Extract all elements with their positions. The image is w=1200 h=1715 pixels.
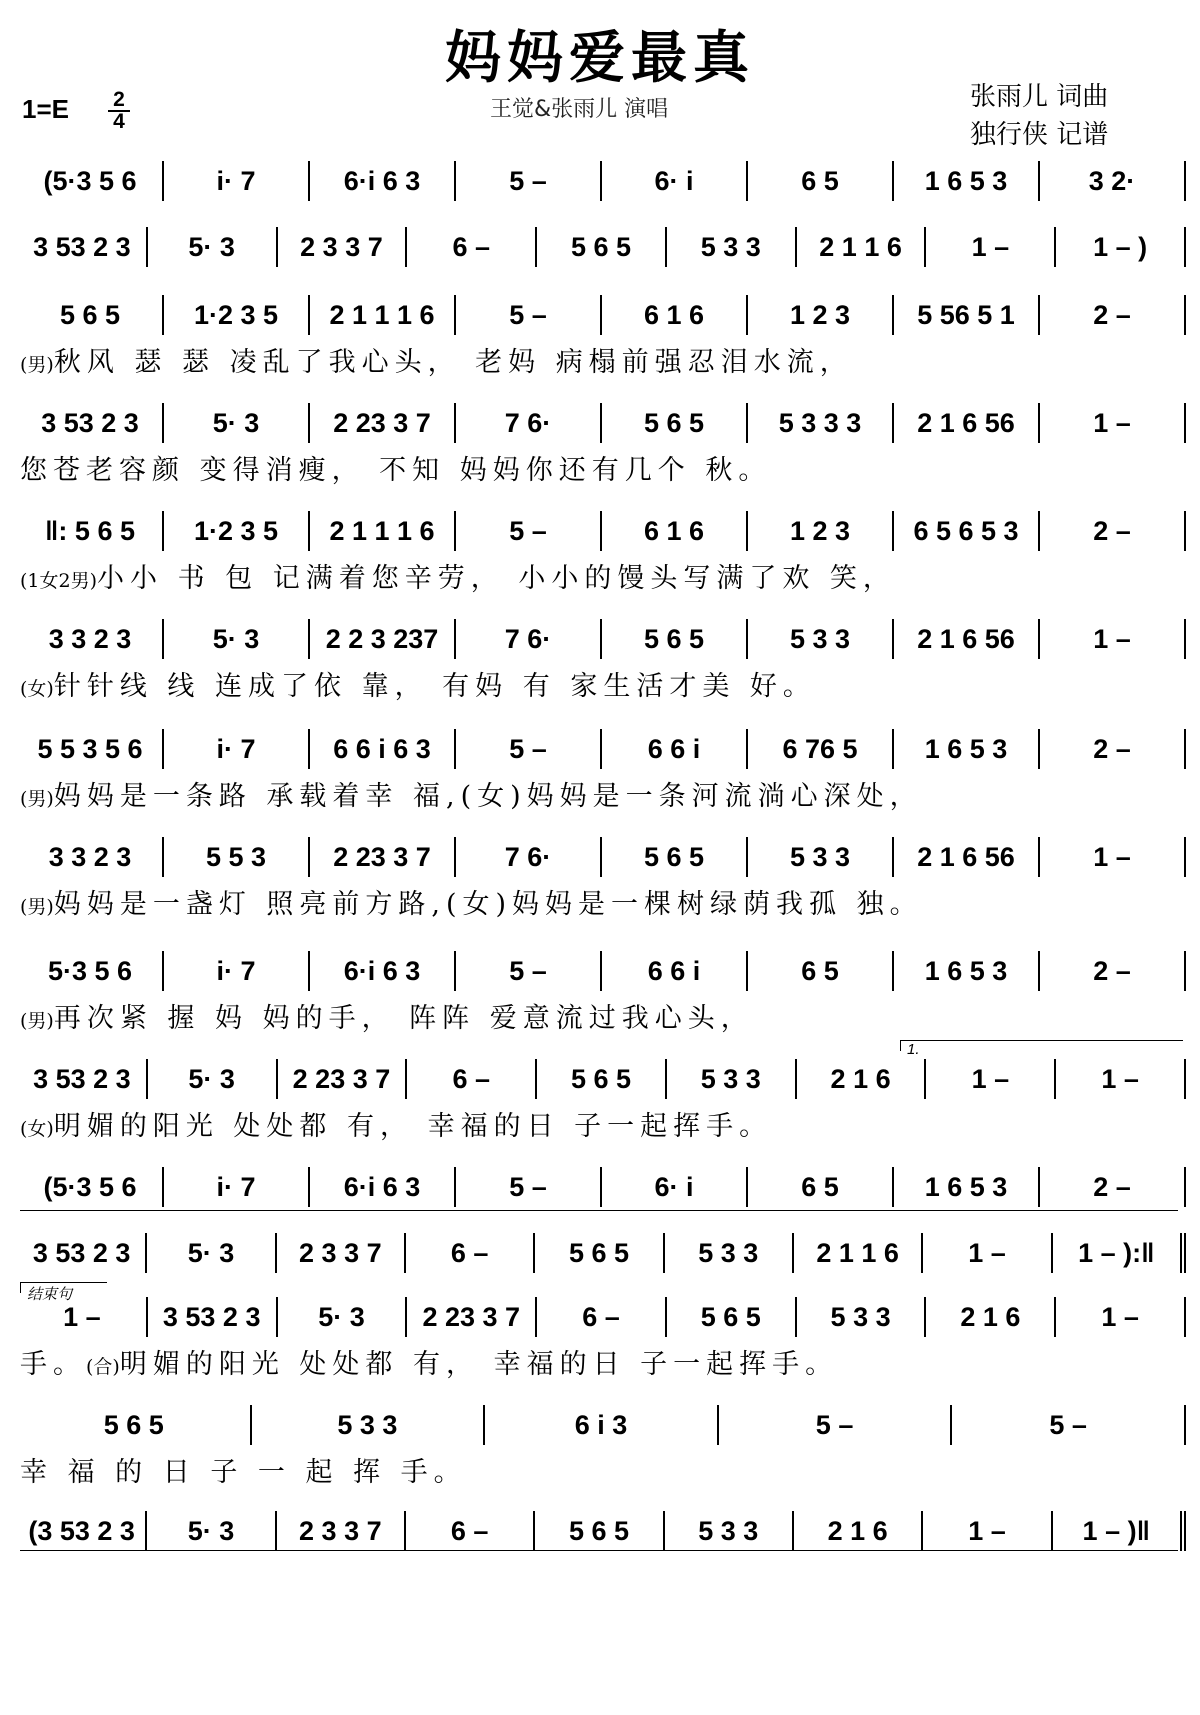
score-row xyxy=(0,294,1200,394)
measure: 5 3 3 xyxy=(667,227,797,267)
measure: 2 – xyxy=(1040,1167,1186,1207)
measure: 5 6 5 xyxy=(18,295,164,335)
measure: 1 – ) xyxy=(1056,227,1186,267)
measure: 1 – xyxy=(1040,403,1186,443)
measure: 6· i xyxy=(602,1167,748,1207)
transcriber-credit: 独行侠 记谱 xyxy=(970,120,1109,150)
measure: 5 – xyxy=(719,1405,953,1445)
measure: 5 – xyxy=(456,161,602,201)
volta-bracket: 1. xyxy=(900,1040,1183,1051)
volta-bracket: 结束句 xyxy=(20,1282,107,1293)
score-row xyxy=(0,1041,1200,1158)
voice-part-label: (男) xyxy=(20,788,54,810)
measure: 7 6· xyxy=(456,403,602,443)
measure: 1 6 5 3 xyxy=(894,161,1040,201)
measure: 5·3 5 6 xyxy=(18,951,164,991)
voice-part-label: (女) xyxy=(20,1118,54,1140)
measure: 5 – xyxy=(952,1405,1186,1445)
measure: 1 – xyxy=(926,1059,1056,1099)
measure: 2 3 3 7 xyxy=(277,1233,406,1273)
measure: 6 6 i 6 3 xyxy=(310,729,456,769)
measure: 5 5 3 xyxy=(164,837,310,877)
measure: 6 6 i xyxy=(602,951,748,991)
notation-line xyxy=(18,402,1186,444)
measure: 5· 3 xyxy=(148,1059,278,1099)
measure: 3 53 2 3 xyxy=(148,1297,278,1337)
measure: 5 – xyxy=(456,729,602,769)
measure: 2 1 6 56 xyxy=(894,403,1040,443)
measure: 3 3 2 3 xyxy=(18,837,164,877)
measure: 5· 3 xyxy=(164,619,310,659)
score-row xyxy=(0,1286,1200,1396)
measure: 6 5 6 5 3 xyxy=(894,511,1040,551)
measure: 5 5 3 5 6 xyxy=(18,729,164,769)
measure: 7 6· xyxy=(456,619,602,659)
time-signature xyxy=(108,90,130,132)
lyrics-line xyxy=(20,556,1180,594)
time-signature-top: 2 xyxy=(108,90,130,112)
lyrics-text: 秋风 瑟 瑟 凌乱了我心头， 老妈 病榻前强忍泪水流， xyxy=(53,347,853,378)
measure: i· 7 xyxy=(164,161,310,201)
score-row xyxy=(0,836,1200,936)
score-row xyxy=(0,728,1200,828)
measure: 5 3 3 xyxy=(748,837,894,877)
measure: 3 53 2 3 xyxy=(18,227,148,267)
section-rule xyxy=(20,1210,1178,1211)
measure: 5 – xyxy=(456,951,602,991)
score-title: 妈妈爱最真 xyxy=(445,25,755,91)
measure: 2 2 3 237 xyxy=(310,619,456,659)
notation-line xyxy=(18,836,1186,878)
measure: 2 1 1 1 6 xyxy=(310,511,456,551)
measure: 2 – xyxy=(1040,729,1186,769)
measure: 5· 3 xyxy=(148,227,278,267)
score-row xyxy=(0,1510,1200,1610)
measure: 2 23 3 7 xyxy=(310,837,456,877)
measure: 2 1 1 1 6 xyxy=(310,295,456,335)
measure: 3 53 2 3 xyxy=(18,403,164,443)
measure: 2 23 3 7 xyxy=(407,1297,537,1337)
lyrics-line xyxy=(20,1450,1180,1488)
measure: 5 6 5 xyxy=(602,837,748,877)
voice-part-label: (女) xyxy=(20,678,54,700)
measure: 1 – xyxy=(1040,619,1186,659)
measure: (3 53 2 3 xyxy=(18,1511,147,1551)
measure: 1 – )‖ xyxy=(1053,1511,1186,1551)
measure: 5 6 5 xyxy=(18,1405,252,1445)
measure: i· 7 xyxy=(164,1167,310,1207)
notation-line xyxy=(18,1166,1186,1208)
lyrics-line xyxy=(20,996,1180,1034)
measure: 6·i 6 3 xyxy=(310,161,456,201)
measure: 5 3 3 xyxy=(667,1059,797,1099)
lyrics-line xyxy=(20,448,1180,486)
measure: 2 1 6 xyxy=(794,1511,923,1551)
lyrics-prefix: 手。 xyxy=(20,1349,86,1380)
score-row xyxy=(0,1404,1200,1504)
measure: 1 2 3 xyxy=(748,511,894,551)
measure: 5 – xyxy=(456,1167,602,1207)
lyrics-line xyxy=(20,664,1180,702)
measure: 2 23 3 7 xyxy=(310,403,456,443)
measure: 5 6 5 xyxy=(537,1059,667,1099)
notation-line xyxy=(18,294,1186,336)
measure: 7 6· xyxy=(456,837,602,877)
performer-credit: 王觉&张雨儿 演唱 xyxy=(490,97,669,122)
measure: 2 1 6 xyxy=(797,1059,927,1099)
lyrics-line xyxy=(20,1104,1180,1142)
notation-line xyxy=(18,1510,1186,1552)
measure: 6 6 i xyxy=(602,729,748,769)
measure: 6 i 3 xyxy=(485,1405,719,1445)
measure: 5 3 3 xyxy=(797,1297,927,1337)
measure: 2 1 6 xyxy=(926,1297,1056,1337)
measure: 1 – xyxy=(1056,1059,1186,1099)
lyrics-text: 小小 书 包 记满着您辛劳， 小小的馒头写满了欢 笑， xyxy=(97,563,896,594)
measure: 5 6 5 xyxy=(602,403,748,443)
lyrics-line xyxy=(20,1342,1180,1380)
measure: (5·3 5 6 xyxy=(18,161,164,201)
measure: 2 3 3 7 xyxy=(277,1511,406,1551)
score-row xyxy=(0,402,1200,502)
measure: 1 6 5 3 xyxy=(894,729,1040,769)
measure: 1 – xyxy=(1056,1297,1186,1337)
measure: 5 3 3 xyxy=(252,1405,486,1445)
lyrics-text: 明媚的阳光 处处都 有， 幸福的日 子一起挥手。 xyxy=(53,1111,773,1142)
measure: 6 – xyxy=(407,1059,537,1099)
notation-line xyxy=(18,160,1186,202)
measure: 6 1 6 xyxy=(602,511,748,551)
measure: 5 – xyxy=(456,511,602,551)
voice-part-label: (合) xyxy=(86,1356,120,1378)
measure: 1 – xyxy=(18,1297,148,1337)
measure: 2 1 6 56 xyxy=(894,837,1040,877)
measure: 6 – xyxy=(406,1511,535,1551)
measure: 6 76 5 xyxy=(748,729,894,769)
measure: 5 3 3 xyxy=(665,1233,794,1273)
measure: 6·i 6 3 xyxy=(310,951,456,991)
lyrics-text: 妈妈是一盏灯 照亮前方路,(女)妈妈是一棵树绿荫我孤 独。 xyxy=(53,889,923,920)
measure: 1 6 5 3 xyxy=(894,951,1040,991)
measure: 2 3 3 7 xyxy=(278,227,408,267)
measure: 1·2 3 5 xyxy=(164,511,310,551)
measure: 5 3 3 xyxy=(748,619,894,659)
measure: (5·3 5 6 xyxy=(18,1167,164,1207)
lyrics-music-credit: 张雨儿 词曲 xyxy=(970,82,1109,112)
measure: 5· 3 xyxy=(147,1233,276,1273)
time-signature-bottom: 4 xyxy=(113,110,125,133)
measure: 1 6 5 3 xyxy=(894,1167,1040,1207)
lyrics-text: 再次紧 握 妈 妈的手， 阵阵 爱意流过我心头， xyxy=(53,1003,754,1034)
measure: 6 5 xyxy=(748,1167,894,1207)
measure: 6·i 6 3 xyxy=(310,1167,456,1207)
measure: i· 7 xyxy=(164,729,310,769)
measure: 5· 3 xyxy=(278,1297,408,1337)
measure: 2 – xyxy=(1040,511,1186,551)
voice-part-label: (1女2男) xyxy=(20,570,98,592)
notation-line xyxy=(18,226,1186,268)
lyrics-line xyxy=(20,774,1180,812)
measure: 6 5 xyxy=(748,161,894,201)
measure: 1 – xyxy=(926,227,1056,267)
measure: 3 53 2 3 xyxy=(18,1233,147,1273)
measure: 2 – xyxy=(1040,295,1186,335)
lyrics-line xyxy=(20,340,1180,378)
measure: 6· i xyxy=(602,161,748,201)
measure: i· 7 xyxy=(164,951,310,991)
notation-line xyxy=(18,1404,1186,1446)
measure: 5 6 5 xyxy=(537,227,667,267)
measure: 1 2 3 xyxy=(748,295,894,335)
measure: 3 2· xyxy=(1040,161,1186,201)
lyrics-text: 针针线 线 连成了依 靠， 有妈 有 家生活才美 好。 xyxy=(53,671,816,702)
measure: 6 1 6 xyxy=(602,295,748,335)
measure: 5 6 5 xyxy=(535,1233,664,1273)
measure: 1 – xyxy=(923,1233,1052,1273)
measure: 1 – xyxy=(1040,837,1186,877)
score-row xyxy=(0,950,1200,1050)
measure: 6 – xyxy=(537,1297,667,1337)
measure: 5 6 5 xyxy=(535,1511,664,1551)
measure: 5 3 3 3 xyxy=(748,403,894,443)
measure: 5 6 5 xyxy=(602,619,748,659)
voice-part-label: (男) xyxy=(20,896,54,918)
notation-line xyxy=(18,728,1186,770)
measure: 5 56 5 1 xyxy=(894,295,1040,335)
measure: 2 1 1 6 xyxy=(794,1233,923,1273)
measure: 1 – xyxy=(923,1511,1052,1551)
measure: 5 – xyxy=(456,295,602,335)
measure: 6 – xyxy=(406,1233,535,1273)
notation-line xyxy=(18,618,1186,660)
measure: 2 – xyxy=(1040,951,1186,991)
measure: 1 – ):‖ xyxy=(1053,1233,1186,1273)
measure: 6 5 xyxy=(748,951,894,991)
measure: 6 – xyxy=(407,227,537,267)
measure: 3 53 2 3 xyxy=(18,1059,148,1099)
measure: 1·2 3 5 xyxy=(164,295,310,335)
measure: 3 3 2 3 xyxy=(18,619,164,659)
measure: ‖: 5 6 5 xyxy=(18,511,164,551)
voice-part-label: (男) xyxy=(20,1010,54,1032)
measure: 5· 3 xyxy=(164,403,310,443)
lyrics-line xyxy=(20,882,1180,920)
notation-line xyxy=(18,1232,1186,1274)
score-row xyxy=(0,618,1200,718)
lyrics-text: 幸 福 的 日 子 一 起 挥 手。 xyxy=(20,1457,467,1488)
lyrics-text: 您苍老容颜 变得消瘦， 不知 妈妈你还有几个 秋。 xyxy=(20,455,772,486)
measure: 2 1 6 56 xyxy=(894,619,1040,659)
measure: 5 6 5 xyxy=(667,1297,797,1337)
notation-line xyxy=(18,510,1186,552)
notation-line xyxy=(18,1296,1186,1338)
notation-line xyxy=(18,1058,1186,1100)
score-row xyxy=(0,510,1200,610)
notation-line xyxy=(18,950,1186,992)
section-rule xyxy=(20,1550,1178,1551)
measure: 2 1 1 6 xyxy=(797,227,927,267)
measure: 5 3 3 xyxy=(665,1511,794,1551)
voice-part-label: (男) xyxy=(20,354,54,376)
measure: 5· 3 xyxy=(147,1511,276,1551)
lyrics-text: 妈妈是一条路 承载着幸 福,(女)妈妈是一条河流淌心深处， xyxy=(53,781,923,812)
key-signature: 1=E xyxy=(22,94,69,124)
measure: 2 23 3 7 xyxy=(278,1059,408,1099)
lyrics-text: 明媚的阳光 处处都 有， 幸福的日 子一起挥手。 xyxy=(119,1349,839,1380)
